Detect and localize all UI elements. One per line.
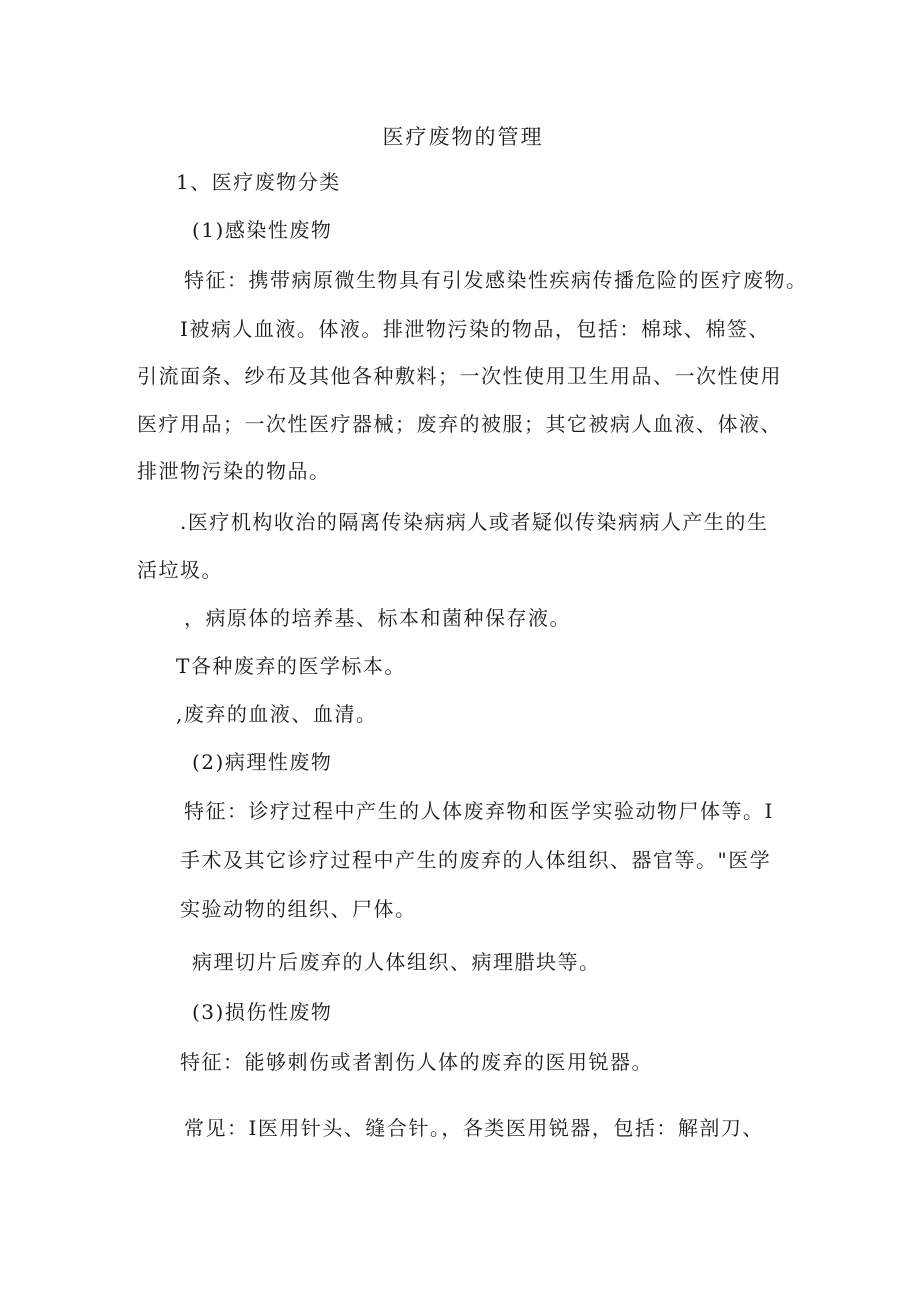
paragraph-line: ,废弃的血液、血清。 [176, 702, 378, 726]
paragraph-line: 手术及其它诊疗过程中产生的废弃的人体组织、器官等。"医学 [180, 848, 772, 872]
paragraph-line: ，病原体的培养基、标本和菌种保存液。 [184, 606, 571, 630]
paragraph-line: 引流面条、纱布及其他各种敷料；一次性使用卫生用品、一次性使用 [137, 364, 782, 388]
paragraph-line: .医疗机构收治的隔离传染病病人或者疑似传染病病人产生的生 [180, 510, 769, 534]
paragraph-line: T各种废弃的医学标本。 [176, 654, 406, 678]
paragraph-line: 特征：能够刺伤或者割伤人体的废弃的医用锐器。 [180, 1050, 653, 1074]
paragraph-line: 排泄物污染的物品。 [137, 459, 331, 483]
paragraph-line: 病理切片后废弃的人体组织、病理腊块等。 [192, 950, 601, 974]
subsection-heading-infectious: (1)感染性废物 [192, 218, 333, 242]
paragraph-line: 医疗用品；一次性医疗器械；废弃的被服；其它被病人血液、体液、 [137, 412, 782, 436]
paragraph-line: 特征：诊疗过程中产生的人体废弃物和医学实验动物尸体等。I [184, 799, 774, 823]
paragraph-line: 实验动物的组织、尸体。 [180, 897, 417, 921]
section-heading-classification: 1、医疗废物分类 [176, 170, 341, 194]
paragraph-line: 特征：携带病原微生物具有引发感染性疾病传播危险的医疗废物。 [184, 268, 808, 292]
paragraph-line: I被病人血液。体液。排泄物污染的物品，包括：棉球、棉签、 [180, 317, 770, 341]
paragraph-line: 常见：I医用针头、缝合针。，各类医用锐器，包括：解剖刀、 [184, 1116, 764, 1140]
subsection-heading-sharps: (3)损伤性废物 [192, 1000, 333, 1024]
subsection-heading-pathological: (2)病理性废物 [192, 750, 333, 774]
document-title: 医疗废物的管理 [382, 125, 544, 149]
paragraph-line: 活垃圾。 [137, 558, 223, 582]
